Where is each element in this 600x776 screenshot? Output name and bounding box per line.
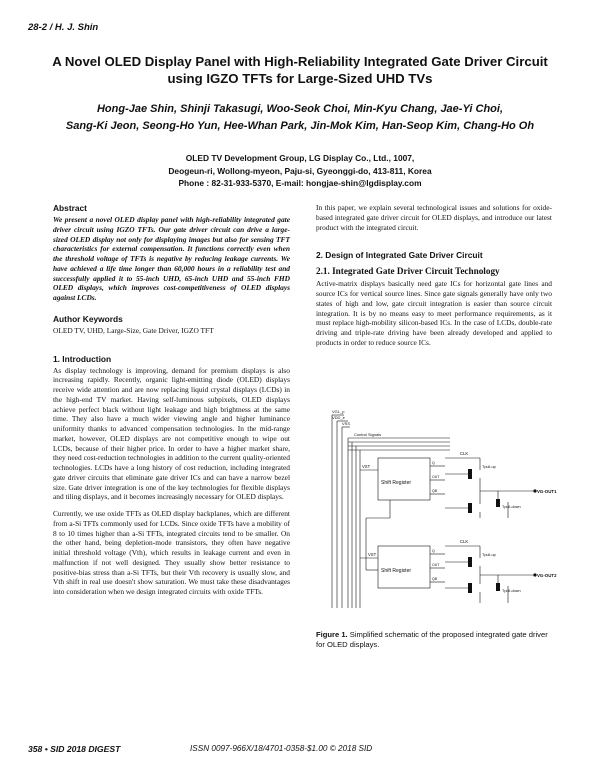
author-line-1: Hong-Jae Shin, Shinji Takasugi, Woo-Seok Choi, Min-Kyu Chang, Jae-Yi Choi, (96, 103, 503, 115)
clk-label-2: CLK (460, 539, 469, 544)
qb-label-2: QB (432, 577, 438, 581)
intro-paragraph-2: Currently, we use oxide TFTs as OLED display backplanes, which are different from a-Si TFTs commonly used for LCDs. Since oxide TFTs have a mobility of 8 to 10 times higher than a-Si TFTs, integrated circuits tend to be smaller. On the other hand, being depletion-mode transistors, they often have negative initial threshold voltage (Vth), which results in leakage current and even in malfunction if not well designed. They usually show better resistance to positive-bias stress than a-Si TFTs, but their Vth recovery is usually slow, and Vth shift in real use doesn't show saturation. We must take these disadvantages into consideration when we design integrated circuits with oxide TFTs. (53, 509, 290, 596)
vst-label-1: VST (362, 464, 371, 469)
q-label-1: Q (432, 461, 435, 465)
affiliation-line-2: Deogeun-ri, Wollong-myeon, Paju-si, Gyeonggi-do, 413-811, Korea (168, 165, 432, 176)
affiliation-contact: Phone : 82-31-933-5370, E-mail: hongjae-shin@lgdisplay.com (178, 178, 422, 189)
vss-label: VSS (342, 421, 351, 426)
vst-label-2: VST (368, 552, 377, 557)
abstract-text: We present a novel OLED display panel with high-reliability integrated gate driver circuit using IGZO TFTs. Our gate driver circuit can drive a large-sized OLED display not only for displaying images but also for sensing TFT characteristics for external compensation. It functions correctly even when the threshold voltage of TFTs is negative by reducing leakage currents. We have achieved a life time longer than 60,000 hours in a reliability test and successfully applied it to 55-inch UHD, 65-inch UHD and 55-inch FHD OLED displays, which improves cost-competitiveness of OLED displays against LCDs. (53, 215, 290, 302)
vgl-label: VGL_p (332, 409, 345, 414)
clk-label-1: CLK (460, 451, 469, 456)
running-header: 28-2 / H. J. Shin (28, 22, 99, 33)
keywords-text: OLED TV, UHD, Large-Size, Gate Driver, IGZO TFT (53, 325, 214, 335)
caption-label: Figure 1. (316, 630, 348, 639)
vdd-label: VDD_e (332, 415, 345, 420)
figure-1-caption (316, 630, 552, 650)
shift-register-label-1: Shift Register (381, 480, 412, 486)
q-label-2: Q (432, 549, 435, 553)
footer-page-info: 358 • SID 2018 DIGEST (28, 744, 121, 754)
vg-out2-label: VG-OUT2 (537, 573, 557, 578)
tpullup-label-2: Tpull-up (482, 553, 496, 557)
figure-1-schematic (330, 408, 560, 608)
right-column (316, 203, 552, 348)
paper-title: A Novel OLED Display Panel with High-Reliability Integrated Gate Driver Circuit using IGZO TFTs for Large-Sized UHD TVs (52, 54, 548, 86)
intro-heading: 1. Introduction (53, 353, 112, 364)
author-line-2: Sang-Ki Jeon, Seong-Ho Yun, Hee-Whan Park, Jin-Mok Kim, Han-Seop Kim, Chang-Ho Oh (65, 120, 535, 132)
qb-label-1: QB (432, 489, 438, 493)
shift-register-label-2: Shift Register (381, 568, 412, 574)
tpullup-label-1: Tpull-up (482, 465, 496, 469)
section-2-heading: 2. Design of Integrated Gate Driver Circuit (316, 250, 483, 261)
right-paragraph-2: Active-matrix displays basically need gate ICs for horizontal gate lines and source ICs for vertical source lines. Since gate signals generally have only two states of high and low, gate circuit integration is easier than source circuit integration. It is by no means easy to meet performance requirements, as it must replace high-mobility silicon-based ICs. In the case of LCDs, double-rate driving and triple-rate driving have been already developed and applied to products in order to reduce source ICs. (316, 279, 552, 347)
affiliation (60, 152, 540, 190)
vg-out1-label: VG-OUT1 (537, 489, 557, 494)
right-paragraph-1: In this paper, we explain several technological issues and solutions for oxide-based integrated gate driver circuit for OLED displays, and introduce our latest product with the integrated circuit. (316, 203, 552, 232)
tpulldown-label-1: Tpull-down (502, 505, 521, 509)
intro-paragraph-1: As display technology is improving, demand for premium displays is also increasing rapidly. Recently, organic light-emitting diode (OLED) displays receive wide attention and are now replacing liquid crystal displays (LCDs) in the high-end TV market. Having self-luminous subpixels, OLED displays achieve perfect black without light leakage and high brightness at the same time. They also have a much wider viewing angle and higher luminance uniformity thanks to advanced compensation technologies. In the mid-range market, however, OLED displays are not competitive enough to wipe out LCDs, because of their higher price. In order to have a higher market share, they need cost-reduction technologies in addition to the current quality-oriented technologies. LCDs have a long history of cost reduction, including integrated gate driver circuits that eliminate gate driver ICs and can have a narrow bezel size. Gate driver integration is one of the key technologies for flexible displays and tiling displays, and it becomes increasingly necessary for OLED displays. (53, 365, 290, 502)
abstract-heading: Abstract (53, 203, 87, 213)
author-list (40, 101, 560, 135)
section-2-1-heading: 2.1. Integrated Gate Driver Circuit Technology (316, 266, 500, 277)
out-label-1: OUT (432, 475, 440, 479)
out-label-2: OUT (432, 563, 440, 567)
control-signals-label: Control Signals (354, 432, 382, 437)
footer-issn: ISSN 0097-966X/18/4701-0358-$1.00 © 2018 SID (190, 744, 373, 753)
caption-text: Simplified schematic of the proposed integrated gate driver for OLED displays. (316, 630, 548, 649)
left-column (53, 203, 290, 597)
affiliation-line-1: OLED TV Development Group, LG Display Co., Ltd., 1007, (185, 153, 415, 163)
tpulldown-label-2: Tpull-down (502, 589, 521, 593)
keywords-heading: Author Keywords (53, 313, 123, 324)
